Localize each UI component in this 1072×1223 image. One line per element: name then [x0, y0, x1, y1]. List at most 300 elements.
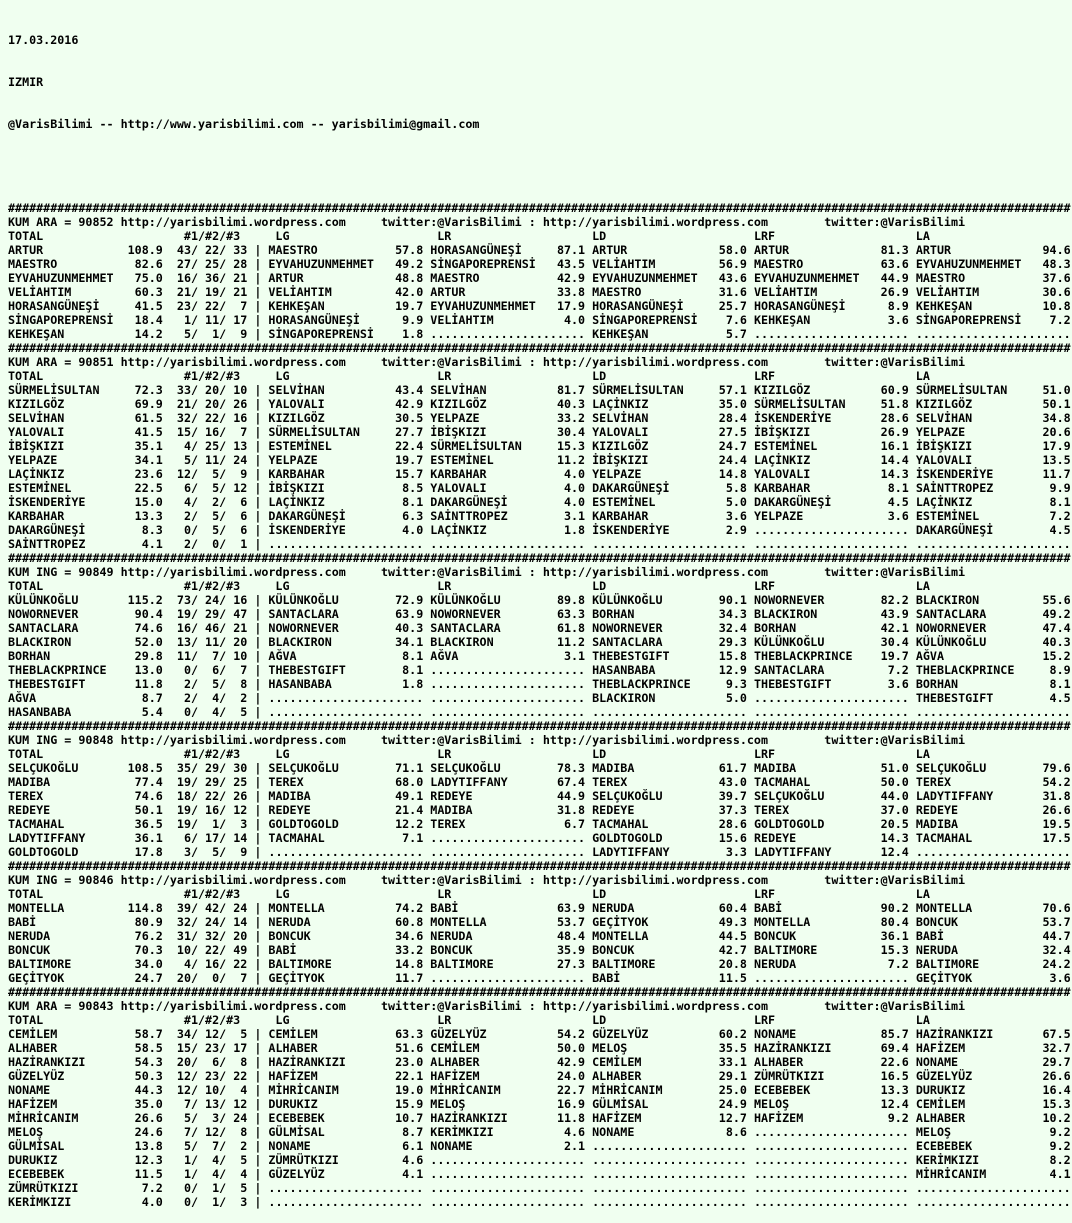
report-city: IZMIR	[8, 75, 44, 89]
column-divider: |	[247, 761, 269, 775]
ld-score: 5.8	[711, 481, 747, 495]
second-place-count: / 42	[190, 901, 220, 915]
total-score: 72.3	[120, 383, 163, 397]
space	[909, 621, 916, 635]
colon: :	[521, 733, 543, 747]
la-score: 9.2	[1035, 1139, 1071, 1153]
site-link: http://yarisbilimi.wordpress.com	[542, 355, 768, 369]
lg-horse-name: KIZILGÖZ	[268, 411, 389, 425]
third-place-count: / 17	[219, 1041, 248, 1055]
total-horse-name: HAFİZEM	[8, 1097, 121, 1111]
second-place-count: / 4	[190, 705, 220, 719]
lrf-horse-name: HAZİRANKIZI	[754, 1041, 874, 1055]
twitter-handle: twitter:@VarisBilimi	[824, 733, 966, 747]
header-lg: LG	[275, 887, 290, 901]
second-place-count: / 0	[190, 537, 220, 551]
lg-score: 6.3	[388, 509, 424, 523]
total-horse-name: BLACKIRON	[8, 635, 121, 649]
lg-score: 30.5	[388, 411, 424, 425]
column-divider: |	[247, 397, 269, 411]
column-divider: |	[247, 663, 269, 677]
lg-score: 42.9	[388, 397, 424, 411]
first-place-count: 20	[162, 1055, 191, 1069]
ld-horse-name: GOLDTOGOLD	[592, 831, 712, 845]
la-score: 51.0	[1035, 383, 1071, 397]
lg-score: 19.0	[388, 1083, 424, 1097]
space	[775, 887, 916, 901]
header-lg: LG	[275, 1013, 290, 1027]
lrf-score: 14.3	[873, 467, 909, 481]
second-place-count: / 5	[190, 523, 220, 537]
empty-cell-dots: ......................	[430, 831, 586, 845]
lr-horse-name: EYVAHUZUNMEHMET	[430, 299, 550, 313]
lg-score: 4.0	[388, 523, 424, 537]
lg-score: 34.1	[388, 635, 424, 649]
lrf-score: 90.2	[873, 901, 909, 915]
separator-line	[8, 341, 1071, 355]
space	[423, 1167, 430, 1181]
ld-horse-name: MELOŞ	[592, 1041, 712, 1055]
space	[909, 285, 916, 299]
la-horse-name: İBİŞKIZI	[915, 439, 1036, 453]
header-places: #1/#2/#3	[183, 1013, 276, 1027]
space	[747, 327, 754, 341]
first-place-count: 19	[162, 817, 191, 831]
lr-horse-name: LADYTIFFANY	[430, 775, 550, 789]
la-score: 11.7	[1035, 467, 1071, 481]
space	[606, 579, 754, 593]
lr-score: 22.7	[549, 1083, 586, 1097]
second-place-count: / 5	[190, 845, 220, 859]
ld-horse-name: BONCUK	[592, 943, 712, 957]
total-horse-name: SÜRMELİSULTAN	[8, 383, 121, 397]
lrf-horse-name: NOWORNEVER	[754, 593, 874, 607]
empty-cell-dots: ......................	[754, 1181, 909, 1195]
space	[747, 1069, 754, 1083]
second-place-count: / 16	[190, 957, 220, 971]
first-place-count: 1	[162, 1167, 191, 1181]
space	[909, 495, 916, 509]
first-place-count: 0	[162, 1195, 191, 1209]
empty-cell-dots: ......................	[268, 1195, 424, 1209]
lg-horse-name: YALOVALI	[268, 397, 389, 411]
lg-horse-name: VELİAHTIM	[268, 285, 389, 299]
header-total: TOTAL	[8, 229, 184, 243]
ld-score: 3.6	[711, 509, 747, 523]
third-place-count: / 6	[219, 509, 248, 523]
la-score: 7.2	[1035, 509, 1071, 523]
total-score: 12.3	[120, 1153, 163, 1167]
space	[606, 887, 754, 901]
lr-score: 42.9	[549, 271, 586, 285]
ld-horse-name: HORASANGÜNEŞİ	[592, 299, 712, 313]
lrf-horse-name: GOLDTOGOLD	[754, 817, 874, 831]
column-divider: |	[247, 593, 269, 607]
space	[909, 523, 916, 537]
header-places: #1/#2/#3	[183, 747, 276, 761]
first-place-count: 0	[162, 705, 191, 719]
first-place-count: 2	[162, 691, 191, 705]
total-score: 13.8	[120, 1139, 163, 1153]
separator-line	[8, 551, 1071, 565]
total-score: 34.1	[120, 453, 163, 467]
ld-horse-name: MONTELLA	[592, 929, 712, 943]
space	[909, 1195, 916, 1209]
space	[423, 1181, 430, 1195]
space	[909, 271, 916, 285]
la-horse-name: CEMİLEM	[915, 1097, 1036, 1111]
ld-horse-name: KEHKEŞAN	[592, 327, 712, 341]
lg-score: 60.8	[388, 915, 424, 929]
first-place-count: 12	[162, 1083, 191, 1097]
column-divider: |	[247, 607, 269, 621]
column-divider: |	[247, 775, 269, 789]
lg-score: 1.8	[388, 327, 424, 341]
la-score: 94.6	[1035, 243, 1071, 257]
lg-score: 49.2	[388, 257, 424, 271]
third-place-count: / 22	[219, 957, 248, 971]
ld-score: 2.9	[711, 523, 747, 537]
space	[747, 243, 754, 257]
column-divider: |	[247, 481, 269, 495]
lrf-score: 42.1	[873, 621, 909, 635]
la-horse-name: THEBESTGIFT	[915, 691, 1036, 705]
site-link: http://yarisbilimi.wordpress.com	[120, 215, 346, 229]
space	[747, 957, 754, 971]
lrf-score: 81.3	[873, 243, 909, 257]
first-place-count: 0	[162, 1181, 191, 1195]
ld-score: 57.1	[711, 383, 747, 397]
ld-horse-name: HAFİZEM	[592, 1111, 712, 1125]
column-divider: |	[247, 943, 269, 957]
la-horse-name: AĞVA	[915, 649, 1036, 663]
la-horse-name: KÜLÜNKOĞLU	[915, 635, 1036, 649]
third-place-count: / 21	[219, 285, 248, 299]
lrf-score: 44.0	[873, 789, 909, 803]
empty-cell-dots: ......................	[754, 327, 909, 341]
header-ld: LD	[592, 1013, 607, 1027]
total-horse-name: BONCUK	[8, 943, 121, 957]
ld-score: 3.3	[711, 845, 747, 859]
column-divider: |	[247, 817, 269, 831]
table-row	[8, 271, 1071, 285]
table-row	[8, 1195, 1071, 1209]
la-score: 44.7	[1035, 929, 1071, 943]
lr-score: 42.9	[549, 1055, 586, 1069]
blank-line	[8, 159, 1071, 173]
total-horse-name: KEHKEŞAN	[8, 327, 121, 341]
space	[747, 1181, 754, 1195]
table-row	[8, 1111, 1071, 1125]
empty-cell-dots: ......................	[754, 691, 909, 705]
first-place-count: 21	[162, 285, 191, 299]
total-score: 52.0	[120, 635, 163, 649]
lrf-horse-name: EYVAHUZUNMEHMET	[754, 271, 874, 285]
lg-horse-name: HAZİRANKIZI	[268, 1055, 389, 1069]
lrf-horse-name: MONTELLA	[754, 915, 874, 929]
space	[747, 523, 754, 537]
second-place-count: / 7	[190, 649, 220, 663]
lrf-horse-name: ARTUR	[754, 243, 874, 257]
empty-cell-dots: ......................	[754, 1125, 909, 1139]
total-horse-name: SİNGAPOREPRENSİ	[8, 313, 121, 327]
total-score: 61.5	[120, 411, 163, 425]
second-place-count: / 22	[190, 299, 220, 313]
lg-score: 14.8	[388, 957, 424, 971]
second-place-count: / 10	[190, 1083, 220, 1097]
second-place-count: / 11	[190, 635, 220, 649]
la-horse-name: NONAME	[915, 1055, 1036, 1069]
column-divider: |	[247, 467, 269, 481]
column-divider: |	[247, 901, 269, 915]
total-horse-name: KIZILGÖZ	[8, 397, 121, 411]
lrf-horse-name: BORHAN	[754, 621, 874, 635]
lrf-score: 20.5	[873, 817, 909, 831]
empty-cell-dots: ......................	[915, 1195, 1071, 1209]
lr-horse-name: NONAME	[430, 1139, 550, 1153]
space	[909, 677, 916, 691]
total-score: 108.5	[120, 761, 163, 775]
race-title-line	[8, 733, 1071, 747]
third-place-count: / 9	[219, 327, 248, 341]
ld-horse-name: NONAME	[592, 1125, 712, 1139]
lr-score: 48.4	[549, 929, 586, 943]
column-divider: |	[247, 1097, 269, 1111]
la-horse-name: YELPAZE	[915, 425, 1036, 439]
la-horse-name: THEBLACKPRINCE	[915, 663, 1036, 677]
first-place-count: 6	[162, 831, 191, 845]
empty-cell-dots: ......................	[754, 1153, 909, 1167]
lr-horse-name: HAZİRANKIZI	[430, 1111, 550, 1125]
space	[909, 607, 916, 621]
space	[909, 691, 916, 705]
table-row	[8, 1041, 1071, 1055]
first-place-count: 34	[162, 1027, 191, 1041]
la-score: 20.6	[1035, 425, 1071, 439]
space	[747, 439, 754, 453]
ld-score: 32.4	[711, 621, 747, 635]
second-place-count: / 19	[190, 285, 220, 299]
lg-horse-name: SÜRMELİSULTAN	[268, 425, 389, 439]
column-divider: |	[247, 1139, 269, 1153]
total-horse-name: DAKARGÜNEŞİ	[8, 523, 121, 537]
hash-separator: #######################################################################################################################################################	[8, 551, 1071, 565]
second-place-count: / 22	[190, 411, 220, 425]
lg-score: 12.2	[388, 817, 424, 831]
ld-score: 31.6	[711, 285, 747, 299]
lg-horse-name: KEHKEŞAN	[268, 299, 389, 313]
space	[909, 243, 916, 257]
la-horse-name: SELÇUKOĞLU	[915, 761, 1036, 775]
lr-score: 89.8	[549, 593, 586, 607]
lr-horse-name: KERİMKIZI	[430, 1125, 550, 1139]
first-place-count: 2	[162, 509, 191, 523]
race-block	[8, 985, 1071, 1209]
third-place-count: / 6	[219, 523, 248, 537]
space	[909, 789, 916, 803]
lg-horse-name: NERUDA	[268, 915, 389, 929]
empty-cell-dots: ......................	[754, 523, 909, 537]
lrf-horse-name: SELÇUKOĞLU	[754, 789, 874, 803]
ld-score: 7.6	[711, 313, 747, 327]
la-score: 67.5	[1035, 1027, 1071, 1041]
lr-horse-name: ESTEMİNEL	[430, 453, 550, 467]
third-place-count: / 24	[219, 1111, 248, 1125]
race-title-line	[8, 873, 1071, 887]
header-places: #1/#2/#3	[183, 369, 276, 383]
la-score: 32.7	[1035, 1041, 1071, 1055]
la-horse-name: SİNGAPOREPRENSİ	[915, 313, 1036, 327]
total-score: 4.0	[120, 1195, 163, 1209]
second-place-count: / 5	[190, 481, 220, 495]
first-place-count: 31	[162, 929, 191, 943]
header-ld: LD	[592, 747, 607, 761]
la-horse-name: BALTIMORE	[915, 957, 1036, 971]
total-horse-name: KARBAHAR	[8, 509, 121, 523]
column-divider: |	[247, 509, 269, 523]
lr-score: 63.3	[549, 607, 586, 621]
ld-score: 25.7	[711, 299, 747, 313]
ld-score: 12.7	[711, 1111, 747, 1125]
ld-horse-name: TEREX	[592, 775, 712, 789]
lg-score: 33.2	[388, 943, 424, 957]
header-lr: LR	[437, 579, 452, 593]
space	[909, 635, 916, 649]
lr-score: 87.1	[549, 243, 586, 257]
space	[747, 929, 754, 943]
race-title-line	[8, 565, 1071, 579]
space	[289, 747, 437, 761]
second-place-count: / 11	[190, 313, 220, 327]
lr-horse-name: HORASANGÜNEŞİ	[430, 243, 550, 257]
colon: :	[521, 355, 543, 369]
second-place-count: / 29	[190, 761, 220, 775]
lg-horse-name: İSKENDERİYE	[268, 523, 389, 537]
la-score: 10.8	[1035, 299, 1071, 313]
lrf-horse-name: NERUDA	[754, 957, 874, 971]
space	[909, 467, 916, 481]
lg-score: 51.6	[388, 1041, 424, 1055]
space	[909, 425, 916, 439]
la-horse-name: KEHKEŞAN	[915, 299, 1036, 313]
la-score: 79.6	[1035, 761, 1071, 775]
third-place-count: / 4	[219, 1083, 248, 1097]
la-horse-name: SÜRMELİSULTAN	[915, 383, 1036, 397]
second-place-count: / 1	[190, 327, 220, 341]
lg-horse-name: ARTUR	[268, 271, 389, 285]
third-place-count: / 33	[219, 243, 248, 257]
lrf-score: 7.2	[873, 957, 909, 971]
la-score: 40.3	[1035, 635, 1071, 649]
site-link: http://yarisbilimi.wordpress.com	[542, 873, 768, 887]
lr-score: 3.1	[549, 509, 586, 523]
la-horse-name: DAKARGÜNEŞİ	[915, 523, 1036, 537]
total-horse-name: ESTEMİNEL	[8, 481, 121, 495]
total-score: 24.7	[120, 971, 163, 985]
la-score: 50.1	[1035, 397, 1071, 411]
table-row	[8, 411, 1071, 425]
ld-score: 39.7	[711, 789, 747, 803]
la-horse-name: HAZİRANKIZI	[915, 1027, 1036, 1041]
space	[451, 1013, 592, 1027]
empty-cell-dots: ......................	[430, 327, 586, 341]
third-place-count: / 26	[219, 397, 248, 411]
space	[747, 817, 754, 831]
lg-horse-name: EYVAHUZUNMEHMET	[268, 257, 389, 271]
la-horse-name: KERİMKIZI	[915, 1153, 1036, 1167]
third-place-count: / 17	[219, 313, 248, 327]
ld-horse-name: GÜLMİSAL	[592, 1097, 712, 1111]
table-row	[8, 481, 1071, 495]
first-place-count: 19	[162, 775, 191, 789]
space	[909, 1111, 916, 1125]
space	[909, 901, 916, 915]
header-la: LA	[915, 1013, 930, 1027]
space	[909, 1139, 916, 1153]
ld-horse-name: DAKARGÜNEŞİ	[592, 481, 712, 495]
total-score: 76.2	[120, 929, 163, 943]
ld-horse-name: HASANBABA	[592, 663, 712, 677]
lr-score: 4.0	[549, 481, 586, 495]
second-place-count: / 24	[190, 915, 220, 929]
column-divider: |	[247, 439, 269, 453]
column-divider: |	[247, 1153, 269, 1167]
space	[747, 397, 754, 411]
lg-horse-name: GÜLMİSAL	[268, 1125, 389, 1139]
lrf-score: 37.0	[873, 803, 909, 817]
space	[747, 271, 754, 285]
races-container	[8, 201, 1071, 1209]
first-place-count: 7	[162, 1125, 191, 1139]
third-place-count: / 8	[219, 1055, 248, 1069]
la-horse-name: MİHRİCANIM	[915, 1167, 1036, 1181]
la-score: 10.2	[1035, 1111, 1071, 1125]
third-place-count: / 20	[219, 635, 248, 649]
la-score: 3.6	[1035, 971, 1071, 985]
space	[114, 733, 121, 747]
ld-horse-name: ALHABER	[592, 1069, 712, 1083]
third-place-count: / 12	[219, 803, 248, 817]
la-score: 9.2	[1035, 1125, 1071, 1139]
lg-score: 72.9	[388, 593, 424, 607]
la-horse-name: GEÇİTYOK	[915, 971, 1036, 985]
table-row	[8, 495, 1071, 509]
ld-score: 24.9	[711, 1097, 747, 1111]
table-row	[8, 1055, 1071, 1069]
space	[909, 705, 916, 719]
space	[909, 775, 916, 789]
space	[747, 299, 754, 313]
third-place-count: / 21	[219, 271, 248, 285]
twitter-handle: twitter:@VarisBilimi	[824, 355, 966, 369]
second-place-count: / 25	[190, 257, 220, 271]
space	[747, 593, 754, 607]
first-place-count: 5	[162, 1139, 191, 1153]
column-header-row	[8, 229, 1071, 243]
second-place-count: / 29	[190, 607, 220, 621]
ld-score: 5.7	[711, 327, 747, 341]
la-score: 8.2	[1035, 1153, 1071, 1167]
header-places: #1/#2/#3	[183, 887, 276, 901]
total-horse-name: ECEBEBEK	[8, 1167, 121, 1181]
header-places: #1/#2/#3	[183, 229, 276, 243]
header-la: LA	[915, 579, 930, 593]
empty-cell-dots: ......................	[430, 537, 586, 551]
ld-horse-name: SELVİHAN	[592, 411, 712, 425]
lrf-horse-name: ECEBEBEK	[754, 1083, 874, 1097]
total-horse-name: THEBESTGIFT	[8, 677, 121, 691]
space	[747, 803, 754, 817]
